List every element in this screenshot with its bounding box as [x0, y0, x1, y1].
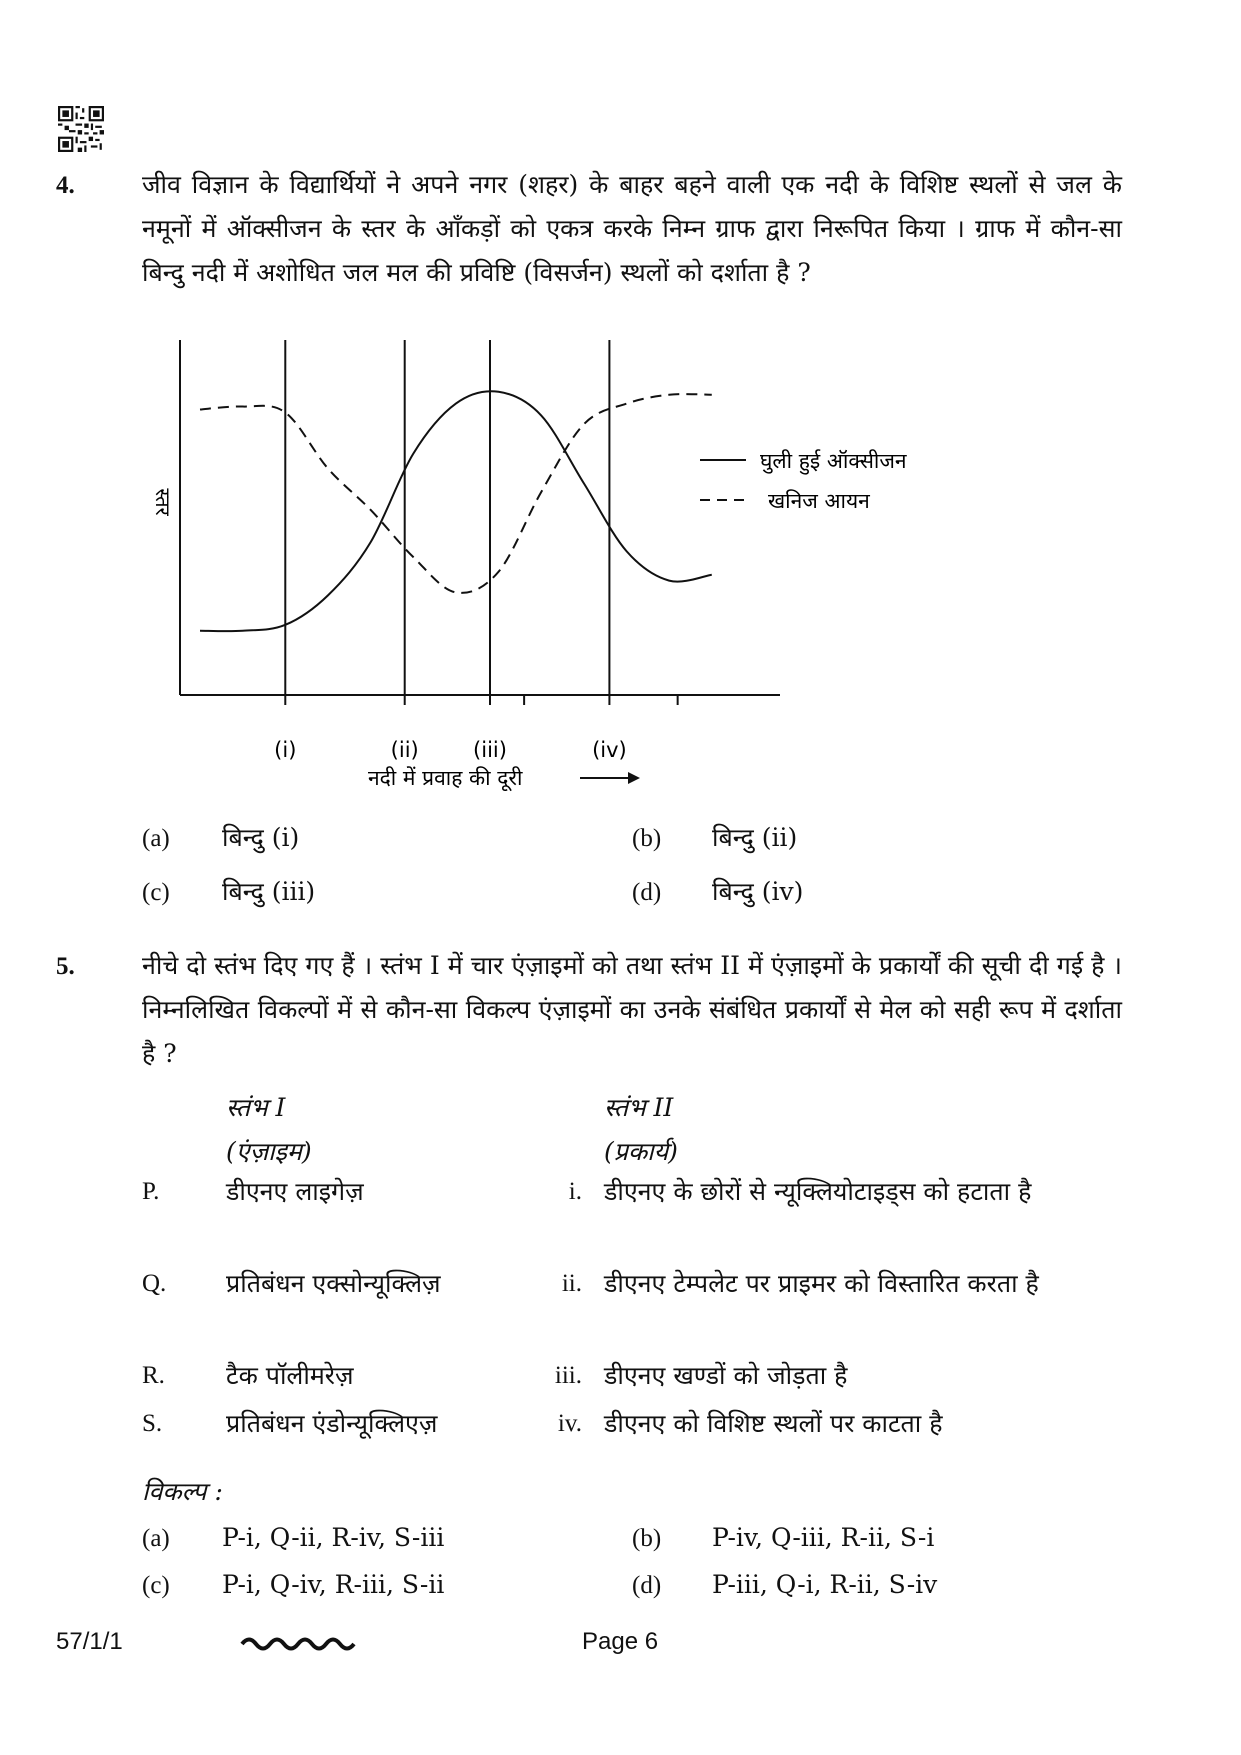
function-number: iii.	[554, 1362, 582, 1389]
option-text: P-i, Q-iv, R-iii, S-ii	[222, 1570, 445, 1599]
x-tick-label: (i)	[274, 738, 297, 762]
arrow-right-icon	[580, 772, 640, 784]
row-label: P.	[142, 1178, 160, 1205]
option-text: P-iii, Q-i, R-ii, S-iv	[712, 1570, 938, 1599]
option-text: P-iv, Q-iii, R-ii, S-i	[712, 1523, 935, 1552]
column-2-title: स्तंभ II	[604, 1093, 674, 1122]
oxygen-level-chart	[140, 330, 960, 800]
enzyme-name: डीएनए लाइगेज़	[226, 1177, 364, 1206]
option-text: बिन्दु (iii)	[222, 877, 316, 906]
enzyme-name: प्रतिबंधन एक्सोन्यूक्लिज़	[226, 1269, 441, 1298]
wave-ornament-icon	[240, 1634, 356, 1652]
q5-option-c[interactable]	[142, 1570, 444, 1600]
qr-code-icon	[58, 106, 104, 152]
q4-option-c[interactable]	[142, 874, 315, 908]
option-label: (b)	[632, 825, 662, 852]
column-1-subtitle: (एंज़ाइम)	[226, 1137, 312, 1166]
option-label: (c)	[142, 879, 170, 906]
series-line-dissolved-oxygen	[200, 391, 712, 631]
legend-label-mineral-ions: खनिज आयन	[768, 489, 870, 513]
row-label: Q.	[142, 1270, 167, 1297]
option-label: (a)	[142, 825, 170, 852]
option-text: बिन्दु (iv)	[712, 877, 804, 906]
q4-option-b[interactable]	[632, 820, 797, 854]
enzyme-name: टैक पॉलीमरेज़	[226, 1361, 354, 1390]
column-1-title: स्तंभ I	[226, 1093, 286, 1122]
q5-option-a[interactable]	[142, 1523, 444, 1553]
option-label: (a)	[142, 1525, 170, 1552]
option-label: (d)	[632, 879, 662, 906]
option-text: बिन्दु (ii)	[712, 823, 798, 852]
y-axis-label: स्तर	[151, 488, 175, 516]
q4-option-a[interactable]	[142, 820, 299, 854]
series-line-mineral-ions	[200, 394, 712, 593]
option-label: (b)	[632, 1525, 662, 1552]
enzyme-function: डीएनए टेम्पलेट पर प्राइमर को विस्तारित करता है	[604, 1269, 1039, 1298]
paper-code: 57/1/1	[56, 1628, 123, 1655]
row-label: R.	[142, 1362, 165, 1389]
page-number: Page 6	[582, 1628, 659, 1655]
enzyme-function: डीएनए के छोरों से न्यूक्लियोटाइड्स को हटाता है	[604, 1177, 1032, 1206]
row-label: S.	[142, 1410, 163, 1437]
column-2-subtitle: (प्रकार्य)	[604, 1137, 678, 1166]
x-tick-label: (iv)	[592, 738, 627, 762]
function-number: iv.	[557, 1410, 582, 1437]
option-text: P-i, Q-ii, R-iv, S-iii	[222, 1523, 445, 1552]
function-number: ii.	[561, 1270, 582, 1297]
enzyme-function: डीएनए खण्डों को जोड़ता है	[604, 1361, 848, 1390]
question-4-text: जीव विज्ञान के विद्यार्थियों ने अपने नगर (शहर) के बाहर बहने वाली एक नदी के विशिष्ट स्थलों से जल के नमूनों में ऑक्सीजन के स्तर के आँकड़ों को एकत्र करके निम्न ग्राफ द्वारा निरूपित किया । ग्राफ में कौन-सा बिन्दु नदी में अशोधित जल मल की प्रविष्टि (विसर्जन) स्थलों को दर्शाता है ?	[142, 170, 1122, 287]
x-tick-label: (iii)	[473, 738, 507, 762]
q5-option-d[interactable]	[632, 1570, 937, 1600]
question-5-number: 5.	[56, 953, 75, 980]
q5-option-b[interactable]	[632, 1523, 934, 1553]
option-label: (d)	[632, 1572, 662, 1599]
option-text: बिन्दु (i)	[222, 823, 300, 852]
legend-label-dissolved-oxygen: घुली हुई ऑक्सीजन	[760, 449, 907, 473]
q4-option-d[interactable]	[632, 874, 803, 908]
function-number: i.	[568, 1178, 582, 1205]
question-5-text: नीचे दो स्तंभ दिए गए हैं । स्तंभ I में चार एंज़ाइमों को तथा स्तंभ II में एंज़ाइमों के प्रकार्यों की सूची दी गई है । निम्नलिखित विकल्पों में से कौन-सा विकल्प एंज़ाइमों का उनके संबंधित प्रकार्यों से मेल को सही रूप में दर्शाता है ?	[142, 951, 1122, 1068]
enzyme-function: डीएनए को विशिष्ट स्थलों पर काटता है	[604, 1409, 943, 1438]
question-4-number: 4.	[56, 172, 75, 199]
x-tick-label: (ii)	[390, 738, 419, 762]
options-title: विकल्प :	[142, 1477, 223, 1506]
option-label: (c)	[142, 1572, 170, 1599]
x-axis-label: नदी में प्रवाह की दूरी	[368, 766, 523, 790]
enzyme-name: प्रतिबंधन एंडोन्यूक्लिएज़	[226, 1409, 438, 1438]
